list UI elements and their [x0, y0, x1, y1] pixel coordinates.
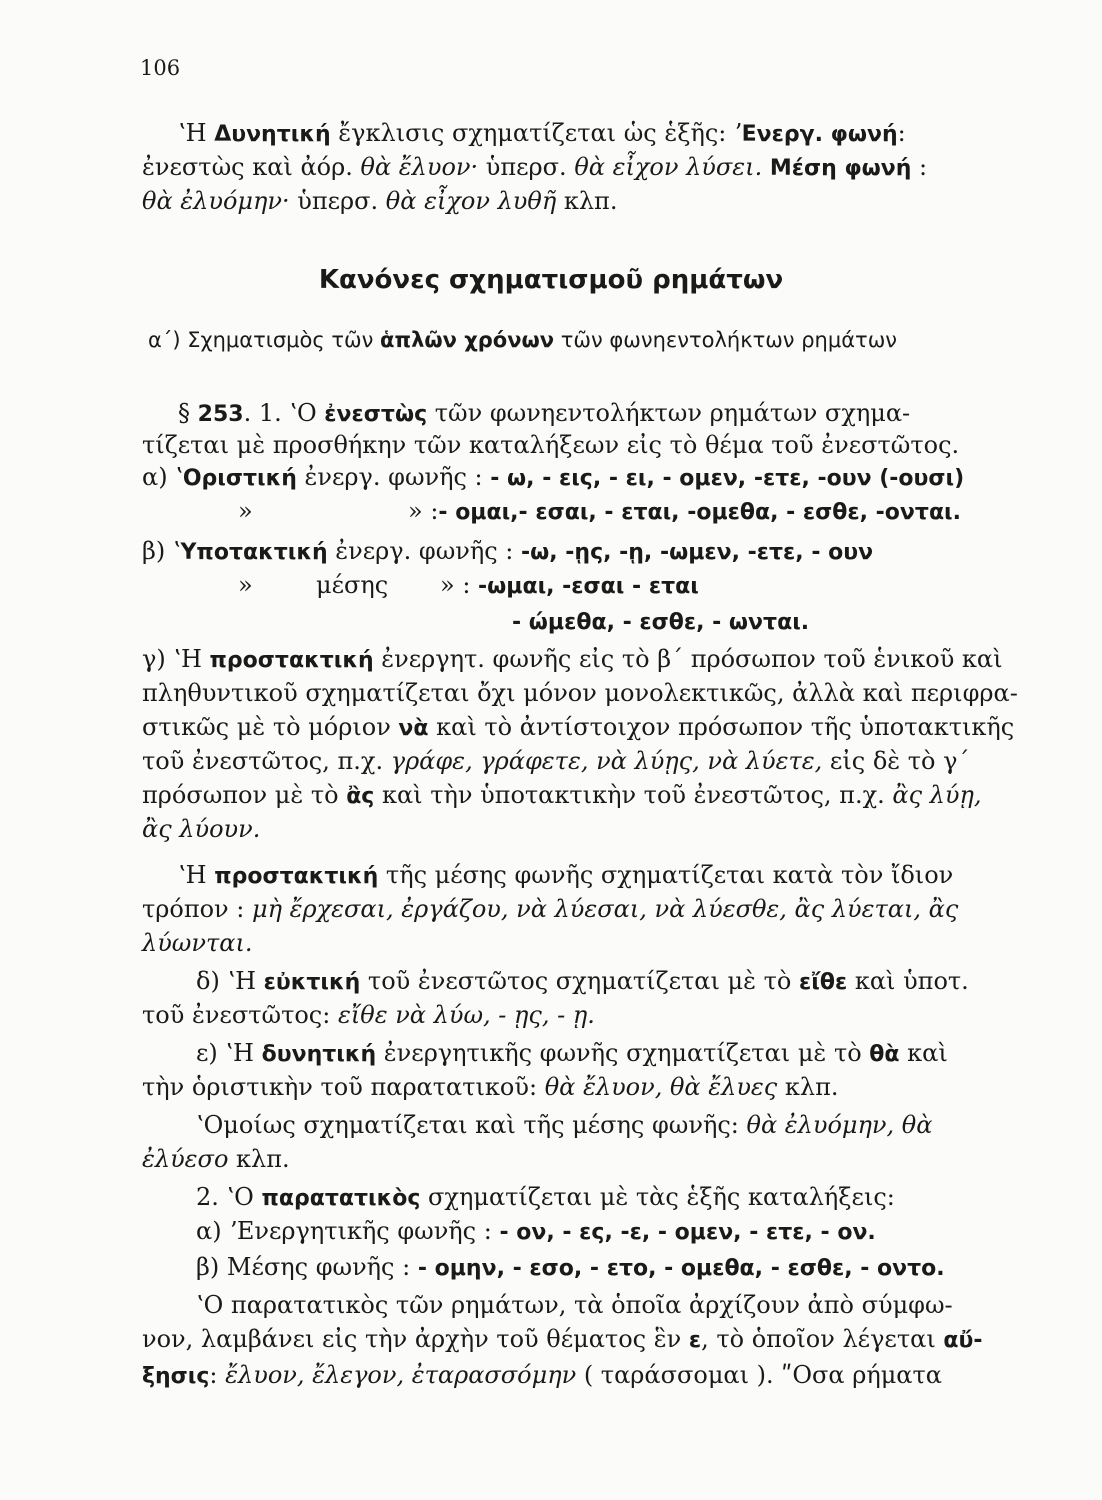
text-line: α) ʽΟριστική ἐνεργ. φωνῆς : - ω, - εις, - ει, - ομεν, -ετε, -ουν (-ουσι): [142, 463, 965, 491]
text-line: τοῦ ἐνεστῶτος: εἴθε νὰ λύω, - ῃς, - ῃ.: [142, 1001, 595, 1029]
text-line: γ) ʽΗ προστακτική ἐνεργητ. φωνῆς εἰς τὸ β΄ πρόσωπον τοῦ ἑνικοῦ καὶ: [142, 645, 1003, 673]
text-line: 2. ʽΟ παρατατικὸς σχηματίζεται μὲ τὰς ἑξῆς καταλήξεις:: [196, 1183, 895, 1211]
text-line: νον, λαμβάνει εἰς τὴν ἀρχὴν τοῦ θέματος ἓν ε, τὸ ὁποῖον λέγεται αὔ-: [142, 1325, 983, 1353]
text-line: ξησις: ἔλυον, ἔλεγον, ἐταρασσόμην ( ταράσσομαι ). ʺΟσα ρήματα: [142, 1361, 942, 1389]
text-line: στικῶς μὲ τὸ μόριον νὰ καὶ τὸ ἀντίστοιχον πρόσωπον τῆς ὑποτακτικῆς: [142, 713, 1015, 741]
text-line: - ώμεθα, - εσθε, - ωνται.: [512, 610, 810, 635]
page-number: 106: [140, 56, 181, 80]
text-line: ε) ʽΗ δυνητική ἐνεργητικῆς φωνῆς σχηματίζεται μὲ τὸ θὰ καὶ: [196, 1039, 948, 1067]
text-line: τοῦ ἐνεστῶτος, π.χ. γράφε, γράφετε, νὰ λύῃς, νὰ λύετε, εἰς δὲ τὸ γ΄: [142, 747, 970, 775]
section-heading: Κανόνες σχηματισμοῦ ρημάτων: [318, 265, 784, 295]
text-line: πρόσωπον μὲ τὸ ἂς καὶ τὴν ὑποτακτικὴν τοῦ ἐνεστῶτος, π.χ. ἂς λύῃ,: [142, 781, 982, 809]
text-line: τὴν ὁριστικὴν τοῦ παρατατικοῦ: θὰ ἔλυον, θὰ ἔλυες κλπ.: [142, 1073, 839, 1101]
text-line: ἂς λύουν.: [142, 815, 261, 843]
text-line: α) ʼΕνεργητικῆς φωνῆς : - ον, - ες, -ε, - ομεν, - ετε, - ον.: [196, 1217, 876, 1245]
text-line: θὰ ἐλυόμην· ὑπερσ. θὰ εἶχον λυθῆ κλπ.: [142, 187, 618, 215]
text-line: μέσης: [316, 571, 389, 599]
text-line: ʽΗ προστακτική τῆς μέσης φωνῆς σχηματίζεται κατὰ τὸν ἴδιον: [178, 861, 954, 889]
text-line: § 253. 1. ʽΟ ἐνεστὼς τῶν φωνηεντολήκτων ρημάτων σχημα-: [178, 399, 911, 427]
text-line: ʽΟ παρατατικὸς τῶν ρημάτων, τὰ ὁποῖα ἀρχίζουν ἀπὸ σύμφω-: [196, 1291, 953, 1319]
text-line: β) ʽΥποτακτική ἐνεργ. φωνῆς : -ω, -ῃς, -ῃ, -ωμεν, -ετε, - ουν: [142, 537, 874, 565]
text-line: πληθυντικοῦ σχηματίζεται ὄχι μόνον μονολεκτικῶς, ἀλλὰ καὶ περιφρα-: [142, 679, 1018, 707]
text-line: » : -ωμαι, -εσαι - εται: [440, 571, 699, 599]
text-line: δ) ʽΗ εὐκτική τοῦ ἐνεστῶτος σχηματίζεται μὲ τὸ εἴθε καὶ ὑποτ.: [196, 967, 969, 995]
text-line: ἐνεστὼς καὶ ἀόρ. θὰ ἔλυον· ὑπερσ. θὰ εἶχον λύσει. Μέση φωνή :: [142, 153, 928, 181]
text-line: ʽΟμοίως σχηματίζεται καὶ τῆς μέσης φωνῆς: θὰ ἐλυόμην, θὰ: [196, 1111, 933, 1139]
text-line: » :- ομαι,- εσαι, - εται, -ομεθα, - εσθε, -ονται.: [408, 497, 961, 525]
text-line: τίζεται μὲ προσθήκην τῶν καταλήξεων εἰς τὸ θέμα τοῦ ἐνεστῶτος.: [142, 431, 960, 459]
text-line: ʽΗ Δυνητική ἔγκλισις σχηματίζεται ὡς ἑξῆς: ʼΕνεργ. φωνή:: [178, 119, 906, 147]
text-line: »: [238, 497, 253, 525]
text-line: τρόπον : μὴ ἔρχεσαι, ἐργάζου, νὰ λύεσαι, νὰ λύεσθε, ἂς λύεται, ἂς: [142, 895, 959, 923]
text-line: λύωνται.: [142, 929, 253, 957]
subsection-heading: α΄) Σχηματισμὸς τῶν ἁπλῶν χρόνων τῶν φωνηεντολήκτων ρημάτων: [148, 328, 898, 352]
text-line: ἐλύεσο κλπ.: [142, 1145, 290, 1173]
text-line: »: [238, 571, 253, 599]
text-line: β) Μέσης φωνῆς : - ομην, - εσο, - ετο, - ομεθα, - εσθε, - οντο.: [196, 1253, 945, 1281]
